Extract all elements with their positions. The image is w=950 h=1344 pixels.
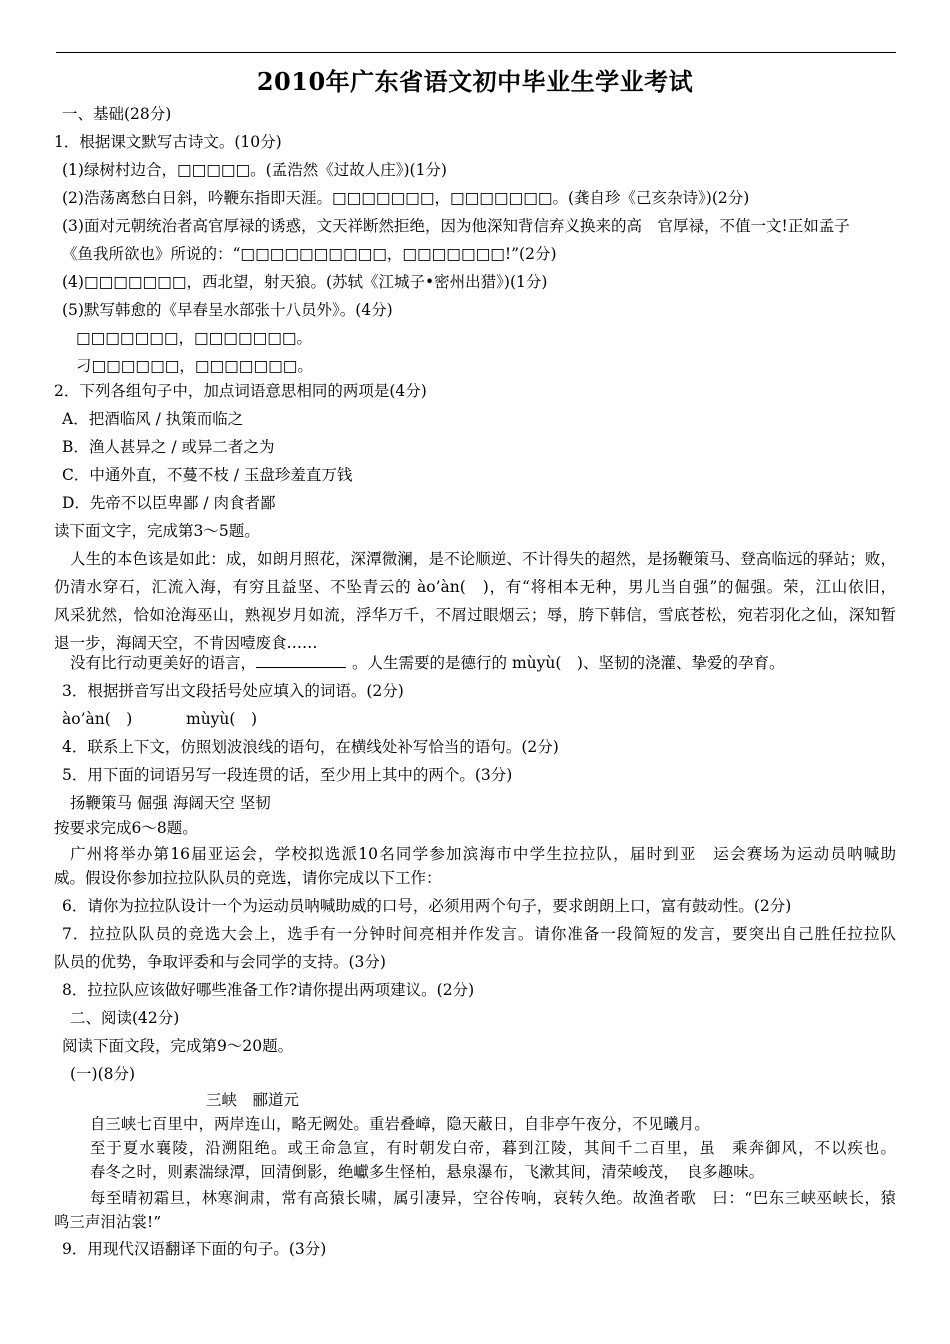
passage-line: 风采犹然，恰如沧海巫山，熟视岁月如流，浮华万千，不屑过眼烟云；辱，胯下韩信，雪底苍松，宛若羽化之仙，深知暂 <box>54 606 896 624</box>
passage-line: 人生的本色该是如此：成，如朗月照花，深潭微澜，是不论顺逆、不计得失的超然，是扬鞭策马、登高临远的驿站；败， <box>70 550 896 568</box>
pinyin-item: ào’àn( ) <box>62 710 133 728</box>
question: 9．用现代汉语翻译下面的句子。(3分) <box>62 1240 327 1258</box>
fill-blank <box>256 653 346 668</box>
sub-question: (2)浩荡离愁白日斜，吟鞭东指即天涯。□□□□□□□，□□□□□□□。(龚自珍《己亥杂诗》)(2分) <box>62 189 750 207</box>
sub-question: (3)面对元朝统治者高官厚禄的诱惑，文天祥断然拒绝，因为他深知背信弃义换来的高 官厚禄，不值一文!正如孟子 <box>62 217 850 235</box>
instruction: 读下面文字，完成第3～5题。 <box>54 522 260 540</box>
classical-text-line: 鸣三声泪沾裳!” <box>54 1213 162 1231</box>
question: 7．拉拉队队员的竞选大会上，选手有一分钟时间亮相并作发言。请你准备一段简短的发言，要突出自己胜任拉拉队 <box>62 925 896 943</box>
page-title: 2010年广东省语文初中毕业生学业考试 <box>256 67 694 96</box>
question: 5．用下面的词语另写一段连贯的话，至少用上其中的两个。(3分) <box>62 766 513 784</box>
top-rule <box>56 52 896 53</box>
word-list: 扬鞭策马 倔强 海阔天空 坚韧 <box>70 794 271 812</box>
subsection-heading: (一)(8分) <box>70 1065 136 1083</box>
sub-question: (1)绿树村边合，□□□□□。(孟浩然《过故人庄》)(1分) <box>62 161 447 179</box>
instruction: 按要求完成6～8题。 <box>54 819 198 837</box>
context-line: 广州将举办第16届亚运会，学校拟选派10名同学参加滨海市中学生拉拉队，届时到亚 运会赛场为运动员呐喊助 <box>70 845 896 863</box>
classical-text-line: 每至晴初霜旦，林寒涧肃，常有高猿长啸，属引凄异，空谷传响，哀转久绝。故渔者歌 曰：“巴东三峡巫峡长，猿 <box>90 1189 896 1207</box>
passage-line: 仍清水穿石，汇流入海，有穷且益坚、不坠青云的 ào’àn( )，有“将相本无种，男儿当自强”的倔强。荣，江山依旧， <box>54 578 896 596</box>
option: D．先帝不以臣卑鄙 / 肉食者鄙 <box>62 494 276 512</box>
option: B．渔人甚异之 / 或异二者之为 <box>62 438 275 456</box>
answer-blank-line: □□□□□□□，□□□□□□□。 <box>76 329 313 347</box>
question: 6．请你为拉拉队设计一个为运动员呐喊助威的口号，必须用两个句子，要求朗朗上口，富有鼓动性。(2分) <box>62 897 792 915</box>
classical-text-line: 春冬之时，则素湍绿潭，回清倒影，绝巘多生怪柏，悬泉瀑布，飞漱其间，清荣峻茂， 良多趣味。 <box>90 1163 765 1181</box>
sub-question: 《鱼我所欲也》所说的：“□□□□□□□□□□，□□□□□□□!”(2分) <box>62 245 557 263</box>
option: A．把酒临风 / 执策而临之 <box>62 410 244 428</box>
classical-text-line: 自三峡七百里中，两岸连山，略无阙处。重岩叠嶂，隐天蔽日，自非亭午夜分，不见曦月。 <box>90 1115 710 1133</box>
sub-question: (5)默写韩愈的《早春呈水部张十八员外》。(4分) <box>62 301 393 319</box>
section-heading: 一、基础(28分) <box>62 105 172 123</box>
classical-text-title: 三峡 郦道元 <box>206 1091 300 1109</box>
section-heading: 二、阅读(42分) <box>70 1009 180 1027</box>
option: C．中通外直，不蔓不枝 / 玉盘珍羞直万钱 <box>62 466 353 484</box>
answer-blank-line: 刁□□□□□□，□□□□□□□。 <box>76 357 313 375</box>
passage-line: 退一步，海阔天空，不肯因噎废食…… <box>54 634 318 652</box>
passage-text: 没有比行动更美好的语言， <box>70 654 257 672</box>
question-continued: 队员的优势，争取评委和与会同学的支持。(3分) <box>54 953 386 971</box>
instruction: 阅读下面文段，完成第9～20题。 <box>62 1037 294 1055</box>
question: 3．根据拼音写出文段括号处应填入的词语。(2分) <box>62 682 404 700</box>
question: 1．根据课文默写古诗文。(10分) <box>54 133 282 151</box>
pinyin-item: mùyù( ) <box>186 710 258 728</box>
sub-question: (4)□□□□□□□，西北望，射天狼。(苏轼《江城子•密州出猎》)(1分) <box>62 273 548 291</box>
classical-text-line: 至于夏水襄陵，沿溯阻绝。或王命急宣，有时朝发白帝，暮到江陵，其间千二百里，虽 乘奔御风，不以疾也。 <box>90 1139 896 1157</box>
question: 2．下列各组句子中，加点词语意思相同的两项是(4分) <box>54 382 427 400</box>
passage-text: 。人生需要的是德行的 mùyù( )、坚韧的浇灌、挚爱的孕育。 <box>352 654 785 672</box>
passage-line <box>70 652 910 674</box>
question: 8．拉拉队应该做好哪些准备工作?请你提出两项建议。(2分) <box>62 981 475 999</box>
question: 4．联系上下文，仿照划波浪线的语句，在横线处补写恰当的语句。(2分) <box>62 738 559 756</box>
context-line: 威。假设你参加拉拉队队员的竞选，请你完成以下工作： <box>54 869 442 887</box>
